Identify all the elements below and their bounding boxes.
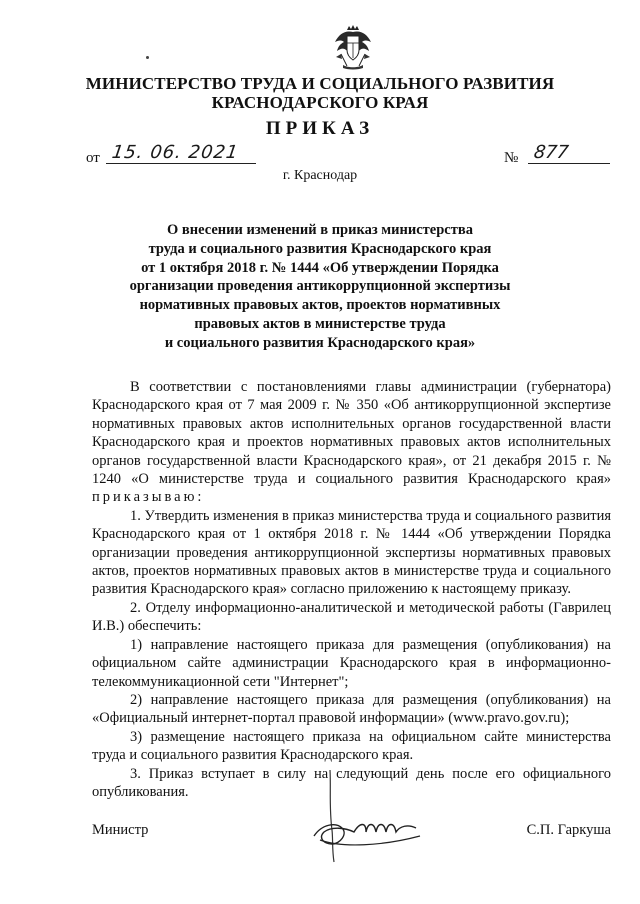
number-underline — [528, 163, 610, 164]
order-subject — [120, 221, 520, 353]
subject-line: от 1 октября 2018 г. № 1444 «Об утверждении Порядка — [141, 259, 499, 276]
order-body — [92, 378, 611, 801]
subject-line: нормативных правовых актов, проектов нормативных — [139, 297, 501, 314]
document-type: ПРИКАЗ — [265, 118, 375, 139]
date-value: 15. 06. 2021 — [110, 142, 240, 163]
order-item-1: 1. Утвердить изменения в приказ министерства труда и социального развития Краснодарского края от 1 октября 2018 г. № 1444 «Об утверждении Порядка организации проведения антикоррупционной экспертизы нормативных правовых актов, проектов нормативных правовых актов в министерстве труда и социального развития Краснодарского края» согласно приложению к настоящему приказу. — [92, 507, 611, 598]
order-item-3: 3. Приказ вступает в силу на следующий день после его официального опубликования. — [92, 765, 611, 800]
signature-block — [92, 818, 611, 868]
subject-line: правовых актов в министерстве труда — [194, 315, 446, 332]
date-label: от — [86, 150, 100, 166]
order-subitem-2-3: 3) размещение настоящего приказа на официальном сайте министерства труда и социального развития Краснодарского края. — [92, 728, 611, 764]
number-value: 877 — [532, 142, 570, 163]
city: г. Краснодар — [282, 168, 358, 183]
order-subitem-2-2: 2) направление настоящего приказа для размещения (опубликования) на «Официальный интернет-портал правовой информации» (www.pravo.gov.ru); — [92, 691, 611, 727]
preamble-text: В соответствии с постановлениями главы администрации (губернатора) Краснодарского края от 7 мая 2009 г. № 350 «Об антикоррупционной экспертизе нормативных правовых актов исполнительных органов государственной власти Краснодарского края и проектов нормативных правовых актов исполнительных органов государственной власти Краснодарского края», от 21 декабря 2015 г. № 1240 «О министерстве труда и социального развития Краснодарского края» — [92, 379, 611, 488]
subject-line: труда и социального развития Краснодарского края — [148, 240, 492, 257]
subject-line: организации проведения антикоррупционной экспертизы — [129, 278, 511, 295]
signer-name: С.П. Гаркуша — [526, 822, 611, 838]
number-label: № — [504, 150, 519, 166]
preamble-keyword: приказываю: — [92, 489, 205, 506]
subject-line: и социального развития Краснодарского края» — [164, 334, 476, 351]
signer-title: Министр — [92, 822, 149, 838]
order-item-2: 2. Отделу информационно-аналитической и методической работы (Гаврилец И.В.) обеспечить: — [92, 599, 611, 635]
date-underline — [106, 163, 256, 164]
handwritten-signature — [302, 758, 432, 868]
ministry-line-2: КРАСНОДАРСКОГО КРАЯ — [211, 93, 429, 112]
preamble — [92, 378, 611, 507]
scan-dot — [146, 56, 149, 59]
order-subitem-2-1: 1) направление настоящего приказа для размещения (опубликования) на официальном сайте администрации Краснодарского края в информационно-телекоммуникационной сети "Интернет"; — [92, 636, 611, 690]
ministry-line-1: МИНИСТЕРСТВО ТРУДА И СОЦИАЛЬНОГО РАЗВИТИЯ — [85, 74, 555, 93]
subject-line: О внесении изменений в приказ министерства — [167, 222, 473, 238]
coat-of-arms-icon — [333, 24, 373, 70]
ministry-name — [60, 74, 580, 112]
date-number-row — [86, 142, 616, 170]
